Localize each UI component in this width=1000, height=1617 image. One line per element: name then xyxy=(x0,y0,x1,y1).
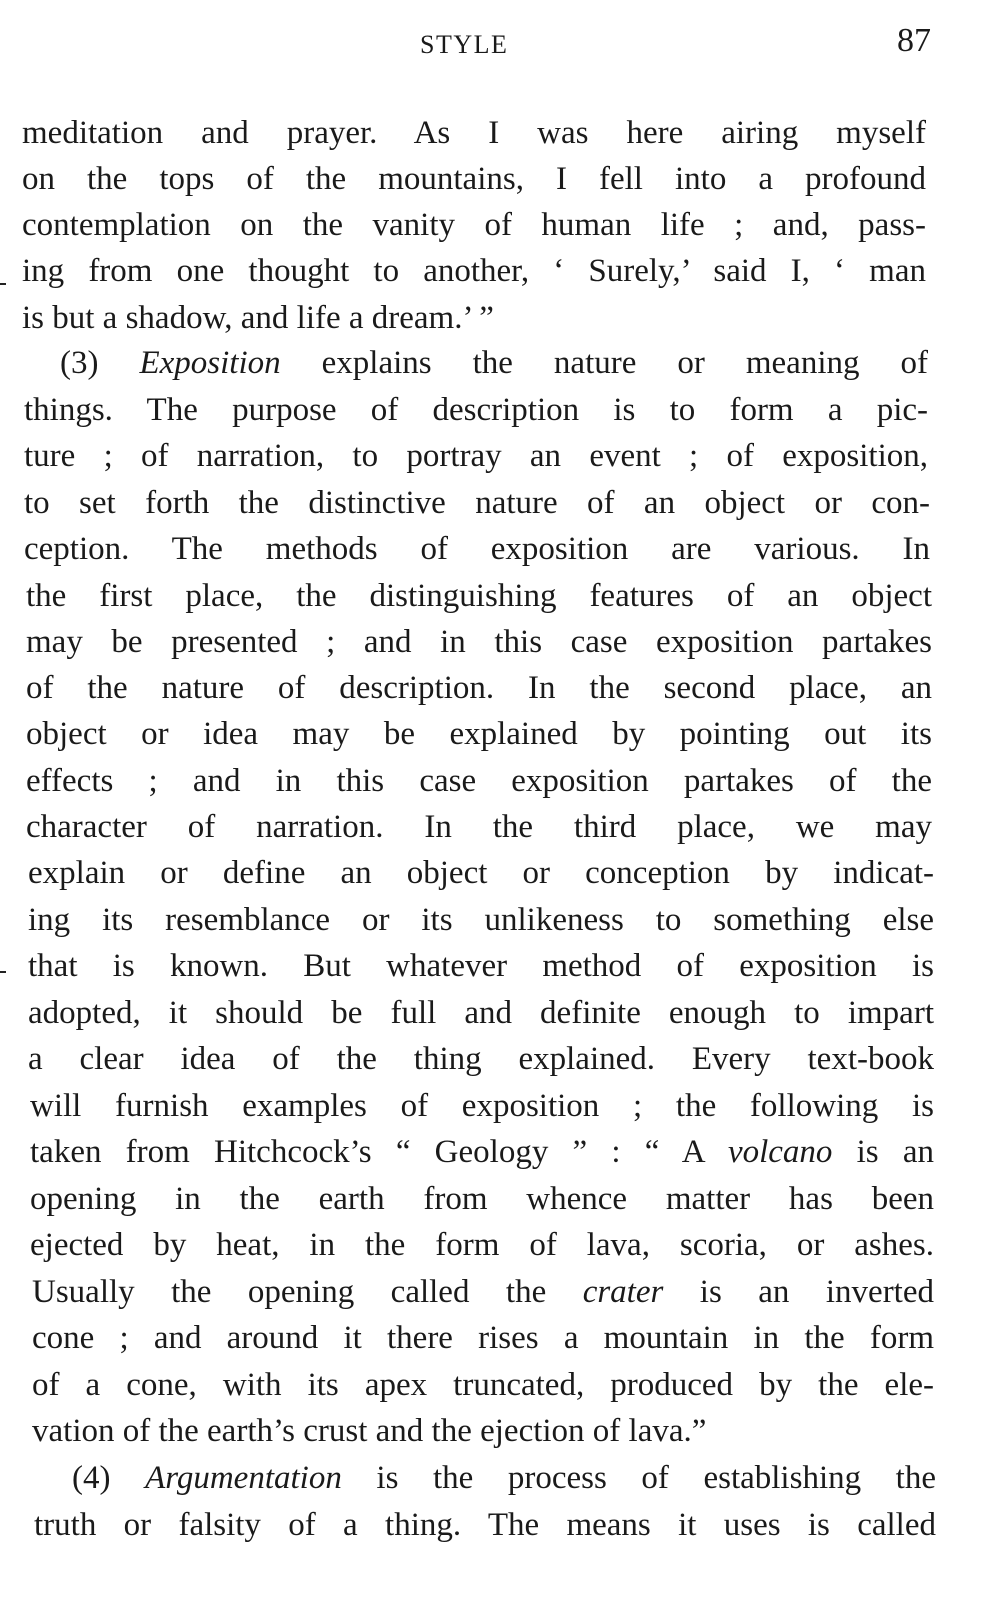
text-line: may be presented ; and in this case exposition partakes xyxy=(26,624,932,660)
text-line: effects ; and in this case exposition partakes of the xyxy=(26,763,932,799)
text-line: contemplation on the vanity of human life ; and, pass- xyxy=(22,207,926,243)
running-head: STYLE xyxy=(420,30,509,59)
margin-mark xyxy=(0,283,6,285)
text-line: object or idea may be explained by pointing out its xyxy=(26,716,932,752)
text-line: on the tops of the mountains, I fell into a profound xyxy=(22,161,926,197)
text-line: of a cone, with its apex truncated, produced by the ele- xyxy=(32,1367,934,1403)
text-line: to set forth the distinctive nature of an object or con- xyxy=(24,485,930,521)
term-volcano: volcano xyxy=(727,1134,833,1170)
text-line: ing its resemblance or its unlikeness to something else xyxy=(28,902,934,938)
text-line: will furnish examples of exposition ; the following is xyxy=(30,1088,934,1124)
text-line: ejected by heat, in the form of lava, scoria, or ashes. xyxy=(30,1227,934,1263)
paragraph-start-line: (4) Argumentation is the process of establishing the xyxy=(72,1460,936,1496)
text-line: ing from one thought to another, ‘ Surely,’ said I, ‘ man xyxy=(22,253,926,289)
text-line: vation of the earth’s crust and the ejection of lava.” xyxy=(32,1413,707,1449)
text-line: the first place, the distinguishing features of an object xyxy=(26,578,932,614)
text-line: cone ; and around it there rises a mountain in the form xyxy=(32,1320,934,1356)
text-line: a clear idea of the thing explained. Every text-book xyxy=(28,1041,934,1077)
text-line: that is known. But whatever method of exposition is xyxy=(28,948,934,984)
text-line: ception. The methods of exposition are various. In xyxy=(24,531,930,567)
paragraph-start-line: (3) Exposition explains the nature or meaning of xyxy=(60,345,928,381)
text-line: opening in the earth from whence matter has been xyxy=(30,1181,934,1217)
text-line: meditation and prayer. As I was here airing myself xyxy=(22,115,926,151)
text-line: character of narration. In the third place, we may xyxy=(26,809,932,845)
page-number: 87 xyxy=(897,22,931,59)
text-line: of the nature of description. In the second place, an xyxy=(26,670,932,706)
text-line: Usually the opening called the crater is an inverted xyxy=(32,1274,934,1310)
term-crater: crater xyxy=(582,1274,664,1310)
text-line: is but a shadow, and life a dream.’ ” xyxy=(22,300,494,336)
text-line: truth or falsity of a thing. The means it uses is called xyxy=(34,1507,936,1543)
term-exposition: Exposition xyxy=(139,345,281,381)
text-line: adopted, it should be full and definite enough to impart xyxy=(28,995,934,1031)
text-line: ture ; of narration, to portray an event ; of exposition, xyxy=(24,438,928,474)
term-argumentation: Argumentation xyxy=(145,1460,342,1496)
text-line: explain or define an object or conception by indicat- xyxy=(28,855,934,891)
text-line: things. The purpose of description is to form a pic- xyxy=(24,392,928,428)
margin-mark xyxy=(0,971,6,973)
text-line: taken from Hitchcock’s “ Geology ” : “ A volcano is an xyxy=(30,1134,934,1170)
